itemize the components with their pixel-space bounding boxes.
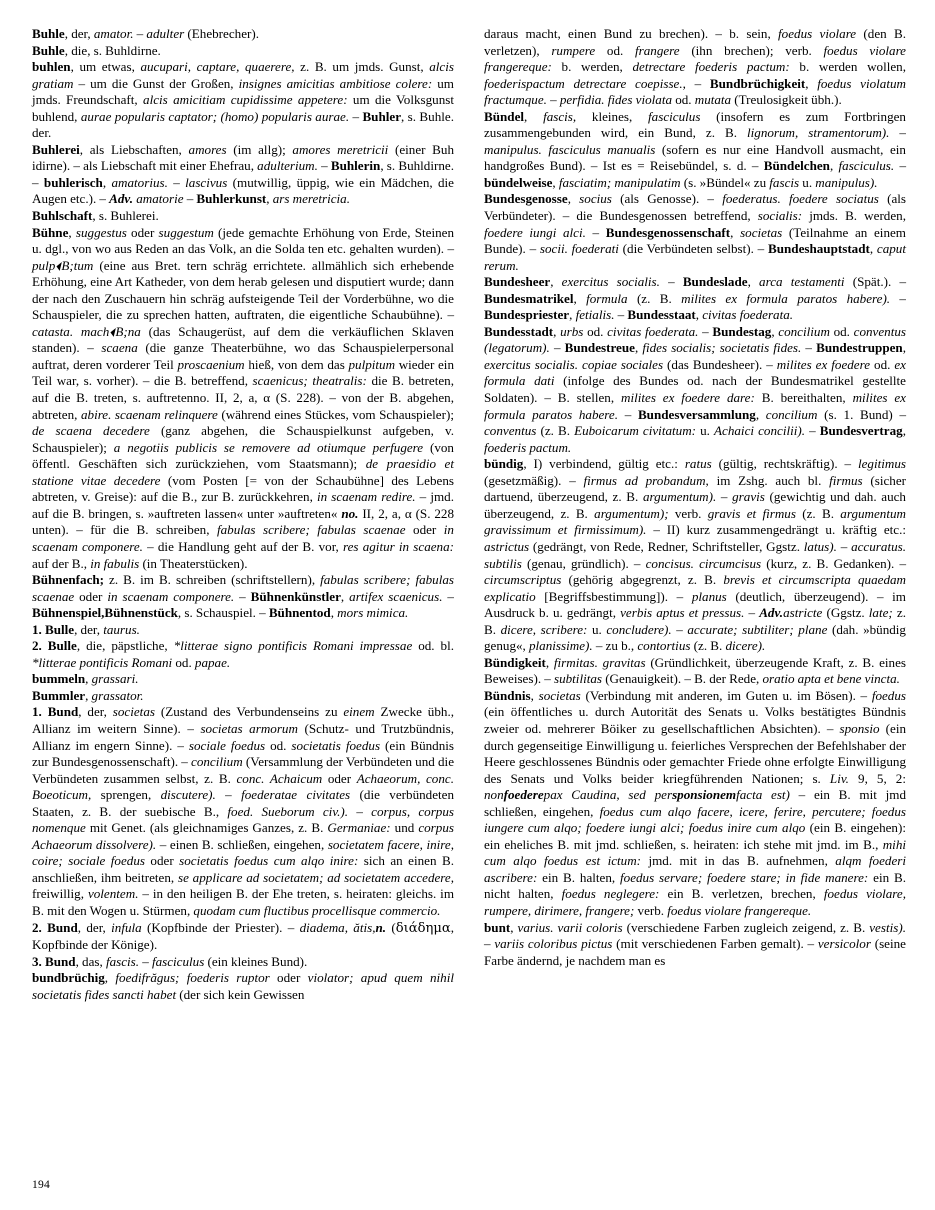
two-column-text-body	[32, 26, 906, 1003]
left-text-column	[32, 26, 454, 1003]
right-text-column	[484, 26, 906, 969]
dictionary-entry: Bündnis, societas (Verbindung mit anderen, im Guten u. im Bösen). – foedus (ein öffentliches u. durch Autorität des Senats u. Volks bestätigtes Bündnis zweier od. mehrerer Böiker zu gesellschaftlichen Absichten). – sponsio (ein durch gegenseitige Einwilligung u. feierliches Versprechen der Befehlshaber der Heere geschlossenes Bündnis oder gemachter Friede ohne erfolgte Einwilligung des Senats und Volks beider kriegführenden Nationen; s. Liv. 9, 5, 2: nonfoederepax Caudina, sed persponsionemfacta est) – ein B. mit jmd schließen, eingehen, foedus cum alqo facere, icere, ferire, percutere; foedus iungere cum alqo; foedere iungi alci; foedus inire cum alqo (ein B. eingehen): ein eheliches B. mit jmd. schließen, s. heiraten: ich stehe mit jmd. im B., mihi cum alqo foedus est ictum: jmd. mit in das B. aufnehmen, alqm foederi ascribere: ein B. halten, foedus servare; foedere stare; in fide manere: ein B. nicht halten, foedus neglegere: ein B. verletzen, brechen, foedus violare, rumpere, dirimere, frangere; verb. foedus violare frangereque.	[484, 687, 907, 918]
dictionary-entry: 2. Bund, der, infula (Kopfbinde der Priester). – diadema, ătis,n. (διάδημα, Kopfbinde der Könige).	[32, 919, 454, 953]
dictionary-entry: Bündigkeit, firmitas. gravitas (Gründlichkeit, überzeugende Kraft, z. B. eines Beweises). – subtilitas (Genauigkeit). – B. der Rede, oratio apta et bene vincta.	[484, 654, 906, 687]
dictionary-entry: Bühnenfach; z. B. im B. schreiben (schriftstellern), fabulas scribere; fabulas scaenae oder in scaenam componere. – Bühnenkünstler, artifex scaenicus. – Bühnenspiel,Bühnenstück, s. Schauspiel. – Bühnentod, mors mimica.	[32, 572, 455, 621]
dictionary-entry: buhlen, um etwas, aucupari, captare, quaerere, z. B. um jmds. Gunst, alcis gratiam – um die Gunst der Großen, insignes amicitias ambitiose colere: um jmds. Freundschaft, alcis amicitiam cupidissime appetere: um die Volksgunst buhlend, aurae popularis captator; (homo) popularis aurae. – Buhler, s. Buhle. der.	[32, 59, 454, 141]
dictionary-entry: Bündel, fascis, kleines, fasciculus (insofern es zum Fortbringen zusammengebunden wird, ein Bund, z. B. lignorum, stramentorum). – manipulus. fasciculus manualis (sofern es nur eine Handvoll ausmacht, ein handgroßes Bund). – Ist es = Reisebündel, s. d. – Bündelchen, fasciculus. – bündelweise, fasciatim; manipulatim (s. »Bündel« zu fascis u. manipulus).	[484, 108, 906, 190]
dictionary-entry: bündig, I) verbindend, gültig etc.: ratus (gültig, rechtskräftig). – legitimus (gesetzmäßig). – firmus ad probandum, im Zshg. auch bl. firmus (sicher dartuend, überzeugend, z. B. argumentum). – gravis (gewichtig und dah. auch überzeugend, z. B. argumentum); verb. gravis et firmus (z. B. argumentum gravissimum et firmissimum). – II) kurz zusammengedrängt u. kräftig etc.: astrictus (gedrängt, von Rede, Redner, Schriftsteller, Ggstz. latus). – accuratus. subtilis (genau, gründlich). – concisus. circumcisus (kurz, z. B. Gedanken). – circumscriptus (gehörig abgegrenzt, z. B. brevis et circumscripta quaedam explicatio [Begriffsbestimmung]). – planus (deutlich, überzeugend). – im Ausdruck b. u. gedrängt, verbis aptus et pressus. – Adv.astricte (Ggstz. late; z. B. dicere, scribere: u. concludere). – accurate; subtiliter; plane (dah. »bündig genug«, planissime). – zu b., contortius (z. B. dicere).	[484, 456, 907, 654]
dictionary-entry: Buhle, die, s. Buhldirne.	[32, 42, 161, 58]
dictionary-entry: Buhlerei, als Liebschaften, amores (im allg); amores meretricii (einer Buh idirne). – als Liebschaft mit einer Ehefrau, adulterium. – Buhlerin, s. Buhldirne. – buhlerisch, amatorius. – lascivus (mutwillig, üppig, wie ein Mädchen, die Augen etc.). – Adv. amatorie – Buhlerkunst, ars meretricia.	[32, 141, 455, 207]
dictionary-entry: 1. Bulle, der, taurus.	[32, 621, 140, 637]
page-number: 194	[32, 1178, 50, 1191]
dictionary-entry: bummeln, grassari.	[32, 671, 139, 687]
dictionary-entry: Buhle, der, amator. – adulter (Ehebrecher).	[32, 26, 260, 41]
dictionary-entry: Bundesheer, exercitus socialis. – Bundeslade, arca testamenti (Spät.). – Bundesmatrikel, formula (z. B. milites ex formula paratos habere). – Bundespriester, fetialis. – Bundesstaat, civitas foederata.	[484, 274, 906, 323]
dictionary-entry: Bummler, grassator.	[32, 687, 144, 703]
dictionary-entry: daraus macht, einen Bund zu brechen). – b. sein, foedus violare (den B. verletzen), rumpere od. frangere (ihn brechen); verb. foedus violare frangereque: b. werden, detrectare foederis pactum: b. werden wollen, foederispactum detrectare coepisse., – Bundbrüchigkeit, foedus violatum fractumque. – perfidia. fides violata od. mutata (Treulosigkeit übh.).	[484, 26, 906, 108]
dictionary-entry: 2. Bulle, die, päpstliche, *litterae signo pontificis Romani impressae od. bl. *litterae pontificis Romani od. papae.	[32, 638, 454, 670]
dictionary-entry: Bundesgenosse, socius (als Genosse). – foederatus. foedere sociatus (als Verbündeter). – die Bundesgenossen betreffend, socialis: jmds. B. werden, foedere iungi alci. – Bundesgenossenschaft, societas (Teilnahme an einem Bunde). – socii. foederati (die Verbündeten selbst). – Bundeshauptstadt, caput rerum.	[484, 191, 906, 273]
dictionary-entry: Bühne, suggestus oder suggestum (jede gemachte Erhöhung von Erde, Steinen u. dgl., von wo aus Reden an das Volk, an die Solda ten etc. gehalten wurden). – pulp B;tum (eine aus Bret. tern schräg errichtete. allmählich sich erhebende Erhöhung, eine Art Katheder, von dem herab gelesen und disputiert wurde; dann der nach den Zuschauern hin schräg aufsteigende Teil der Vorderbühne, wo die Schauspieler, die zu sprechen hatten, auftraten, die eigentliche Schaubühne). – catasta. mach B;na (das Schaugerüst, auf dem die verkäuflichen Sklaven standen). – scaena (die ganze Theaterbühne, wo das Schauspielerpersonal auftrat, deren vorderer Teil proscaenium hieß, von dem das pulpitum wieder ein Teil war, s. vorher). – die B. betreffend, scaenicus; theatralis: die B. betreten, auf die B. treten, s. auftretenno. II, 2, a, α (S. 228). – von der B. abgehen, abtreten, abire. scaenam relinquere (während eines Stückes, vom Schauspieler); de scaena decedere (ganz abgehen, die Schauspielkunst aufgeben, v. Schauspieler); a negotiis publicis se removere ad otiumque perfugere (von öffentl. Geschäften sich zurückziehen, vom Staatsmann); de praesidio et statione vitae decedere (vom Posten [= von der Schaubühne] des Lebens abtreten, v. Greise): auf die B., zur B. zurückkehren, in scaenam redire. – jmd. auf die B. bringen, s. »auftreten lassen« unter »auftreten« no. II, 2, a, α (S. 228 unten). – für die B. schreiben, fabulas scribere; fabulas scaenae oder in scaenam componere. – die Handlung geht auf der B. vor, res agitur in scaena: auf der B., in fabulis (in Theaterstücken).	[32, 224, 455, 571]
dictionary-entry: Buhlschaft, s. Buhlerei.	[32, 208, 159, 224]
dictionary-entry: Bundesstadt, urbs od. civitas foederata. – Bundestag, concilium od. conventus (legatorum). – Bundestreue, fides socialis; societatis fides. – Bundestruppen, exercitus socialis. copiae sociales (das Bundesheer). – milites ex foedere od. ex formula dati (infolge des Bundes od. nach der Bundesmatrikel gestellte Soldaten). – B. stellen, milites ex foedere dare: B. bereithalten, milites ex formula paratos habere. – Bundesversammlung, concilium (s. 1. Bund) – conventus (z. B. Euboicarum civitatum: u. Achaici concilii). – Bundesvertrag, foederis pactum.	[484, 323, 906, 455]
dictionary-entry: bundbrüchig, foedifrăgus; foederis ruptor oder violator; apud quem nihil societatis fides sancti habet (der sich kein Gewissen	[32, 970, 454, 1002]
dictionary-entry: 1. Bund, der, societas (Zustand des Verbundenseins zu einem Zwecke übh., Allianz im weitern Sinne). – societas armorum (Schutz- und Trutzbündnis, Allianz im engern Sinne). – sociale foedus od. societatis foedus (ein Bündnis zur Bundesgenossenschaft). – concilium (Versammlung der Verbündeten und die Verbündeten zusammen selbst, z. B. conc. Achaicum oder Achaeorum, conc. Boeoticum, sprengen, discutere). – foederatae civitates (die verbündeten Staaten, z. B. der suebische B., foed. Sueborum civ.). – corpus, corpus nomenque mit Genet. (als gleichnamiges Ganzes, z. B. Germaniae: und corpus Achaeorum dissolvere). – einen B. schließen, eingehen, societatem facere, inire, coire; sociale foedus oder societatis foedus cum alqo inire: sich an einen B. anschließen, ihm beitreten, se applicare ad societatem; ad societatem accedere, freiwillig, volentem. – in den heiligen B. der Ehe treten, s. heiraten: gleichs. im B. mit den Wogen u. Stürmen, quodam cum fluctibus procellisque commercio.	[32, 704, 455, 918]
dictionary-entry: 3. Bund, das, fascis. – fasciculus (ein kleines Bund).	[32, 953, 308, 969]
dictionary-entry: bunt, varius. varii coloris (verschiedene Farben zugleich zeigend, z. B. vestis). – variis coloribus pictus (mit verschiedenen Farben gemalt). – versicolor (seine Farbe ändernd, je nachdem man es	[484, 919, 906, 968]
